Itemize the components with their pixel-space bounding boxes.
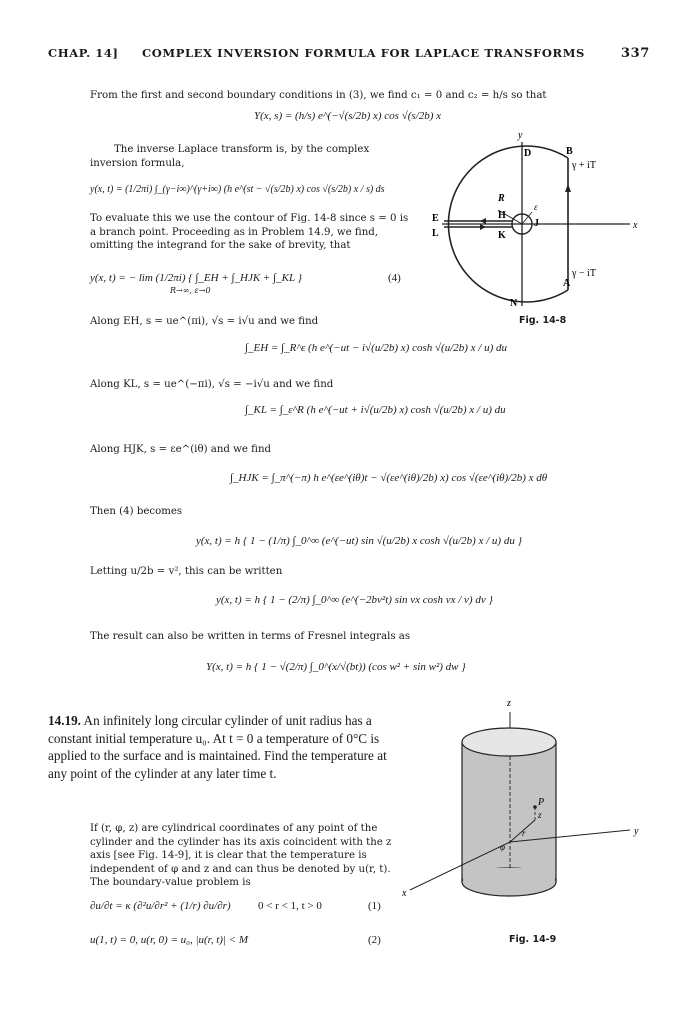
fig148-label-B: B: [566, 146, 573, 157]
along-eh-text: Along EH, s = ue^(πi), √s = i√u and we find: [90, 316, 319, 327]
eq-fresnel: Y(x, t) = h { 1 − √(2/π) ∫_0^(x/√(bt)) (cos w² + sin w²) dw }: [206, 661, 466, 673]
fig148-arrow-EH: [480, 218, 486, 224]
eq-inverse: y(x, t) = (1/2πi) ∫_(γ−i∞)^(γ+i∞) (h e^(st − √(s/2b) x) cos √(s/2b) x / s) ds: [90, 184, 385, 195]
fig148-label-x: x: [633, 220, 638, 231]
fig148-label-L: L: [432, 228, 439, 239]
fig148-label-A: A: [563, 278, 571, 289]
fig148-label-E: E: [432, 213, 439, 224]
eq-Y-of-s: Y(x, s) = (h/s) e^(−√(s/2b) x) cos √(s/2b) x: [254, 110, 442, 122]
fig148-arrow-KL: [480, 224, 486, 230]
letting-text: Letting u/2b = v², this can be written: [90, 566, 283, 577]
fig148-label-y: y: [518, 130, 523, 141]
fig149-label-phi: φ: [500, 842, 505, 852]
eq-pde-domain: 0 < r < 1, t > 0: [258, 900, 322, 912]
fig149-cylinder-body: [462, 742, 556, 882]
fig148-label-gamma-minus: γ − iT: [572, 268, 596, 279]
chapter-label: CHAP. 14]: [48, 46, 119, 60]
fig148-label-eps: ε: [534, 202, 538, 212]
fig149-label-P: P: [538, 797, 545, 808]
fig149-cylinder-top: [462, 728, 556, 756]
eq-number-2: (2): [368, 934, 381, 946]
fig148-arrow-gamma: [565, 184, 571, 192]
fig149-label-y: y: [634, 826, 639, 837]
eq-EH: ∫_EH = ∫_R^ε (h e^(−ut − i√(u/2b) x) cosh √(u/2b) x / u) du: [245, 342, 508, 354]
fig148-label-K: K: [498, 230, 506, 241]
eq-KL: ∫_KL = ∫_ε^R (h e^(−ut + i√(u/2b) x) cosh √(u/2b) x / u) du: [245, 404, 506, 416]
fig149-label-r: r: [522, 828, 526, 838]
fig149-label-x: x: [402, 888, 407, 899]
problem-number: 14.19.: [48, 713, 81, 728]
problem-text: An infinitely long circular cylinder of unit radius has a constant initial temperature u₀. At t = 0 a temperature of 0°C is applied to the surface and is maintained. Find the temperature at any point of the cylinder at any later time t.: [48, 713, 387, 781]
fig148-caption: Fig. 14-8: [519, 315, 567, 326]
fig148-label-J: J: [534, 218, 539, 229]
page-number: 337: [621, 46, 650, 61]
fig149-caption: Fig. 14-9: [509, 934, 557, 945]
eq-number-4: (4): [388, 272, 401, 284]
eq-limit-sub: R→∞, ε→0: [170, 286, 211, 295]
fig148-label-gamma-plus: γ + iT: [572, 160, 596, 171]
then-text: Then (4) becomes: [90, 506, 183, 517]
problem-body: If (r, φ, z) are cylindrical coordinates of any point of the cylinder and the cylinder has its axis coincident with the z axis [see Fig. 14-9], it is clear that the temperature is independent of φ and z and can thus be denoted by u(r, t). The boundary-value problem is: [90, 823, 392, 889]
fig148-label-N: N: [510, 298, 518, 309]
eq-letting: y(x, t) = h { 1 − (2/π) ∫_0^∞ (e^(−2bv²t) sin vx cosh vx / v) dv }: [216, 594, 493, 606]
eq-bc: u(1, t) = 0, u(r, 0) = u₀, |u(r, t)| < M: [90, 934, 249, 946]
intro-text: From the first and second boundary conditions in (3), we find c₁ = 0 and c₂ = h/s so that: [90, 90, 547, 101]
fresnel-text: The result can also be written in terms of Fresnel integrals as: [90, 631, 411, 642]
eq-HJK: ∫_HJK = ∫_π^(−π) h e^(εe^(iθ)t − √(εe^(iθ)/2b) x) cos √(εe^(iθ)/2b) x dθ: [230, 472, 548, 484]
eq-becomes: y(x, t) = h { 1 − (1/π) ∫_0^∞ (e^(−ut) sin √(u/2b) x cosh √(u/2b) x / u) du }: [196, 535, 522, 547]
along-kl-text: Along KL, s = ue^(−πi), √s = −i√u and we find: [90, 379, 334, 390]
running-title: COMPLEX INVERSION FORMULA FOR LAPLACE TRANSFORMS: [142, 46, 585, 60]
inverse-text: The inverse Laplace transform is, by the complex inversion formula,: [90, 144, 370, 169]
fig149-label-zc: z: [538, 810, 542, 820]
problem-statement: [48, 712, 393, 782]
fig148-label-D: D: [524, 148, 532, 159]
fig149-label-z: z: [507, 698, 511, 709]
eq-number-1: (1): [368, 900, 381, 912]
figure-14-8: [420, 128, 642, 338]
figure-14-9: [400, 690, 650, 920]
fig148-label-H: H: [498, 210, 506, 221]
fig149-point-P: [533, 805, 537, 809]
contour-text: To evaluate this we use the contour of Fig. 14-8 since s = 0 is a branch point. Proceeding as in Problem 14.9, we find, omitting the integrand for the sake of brevity, that: [90, 213, 409, 252]
along-hjk-text: Along HJK, s = εe^(iθ) and we find: [90, 444, 272, 455]
fig148-label-R: R: [498, 193, 505, 204]
eq-limit: y(x, t) = − lim (1/2πi) { ∫_EH + ∫_HJK + ∫_KL }: [90, 272, 303, 284]
eq-pde: ∂u/∂t = κ (∂²u/∂r² + (1/r) ∂u/∂r): [90, 900, 231, 912]
